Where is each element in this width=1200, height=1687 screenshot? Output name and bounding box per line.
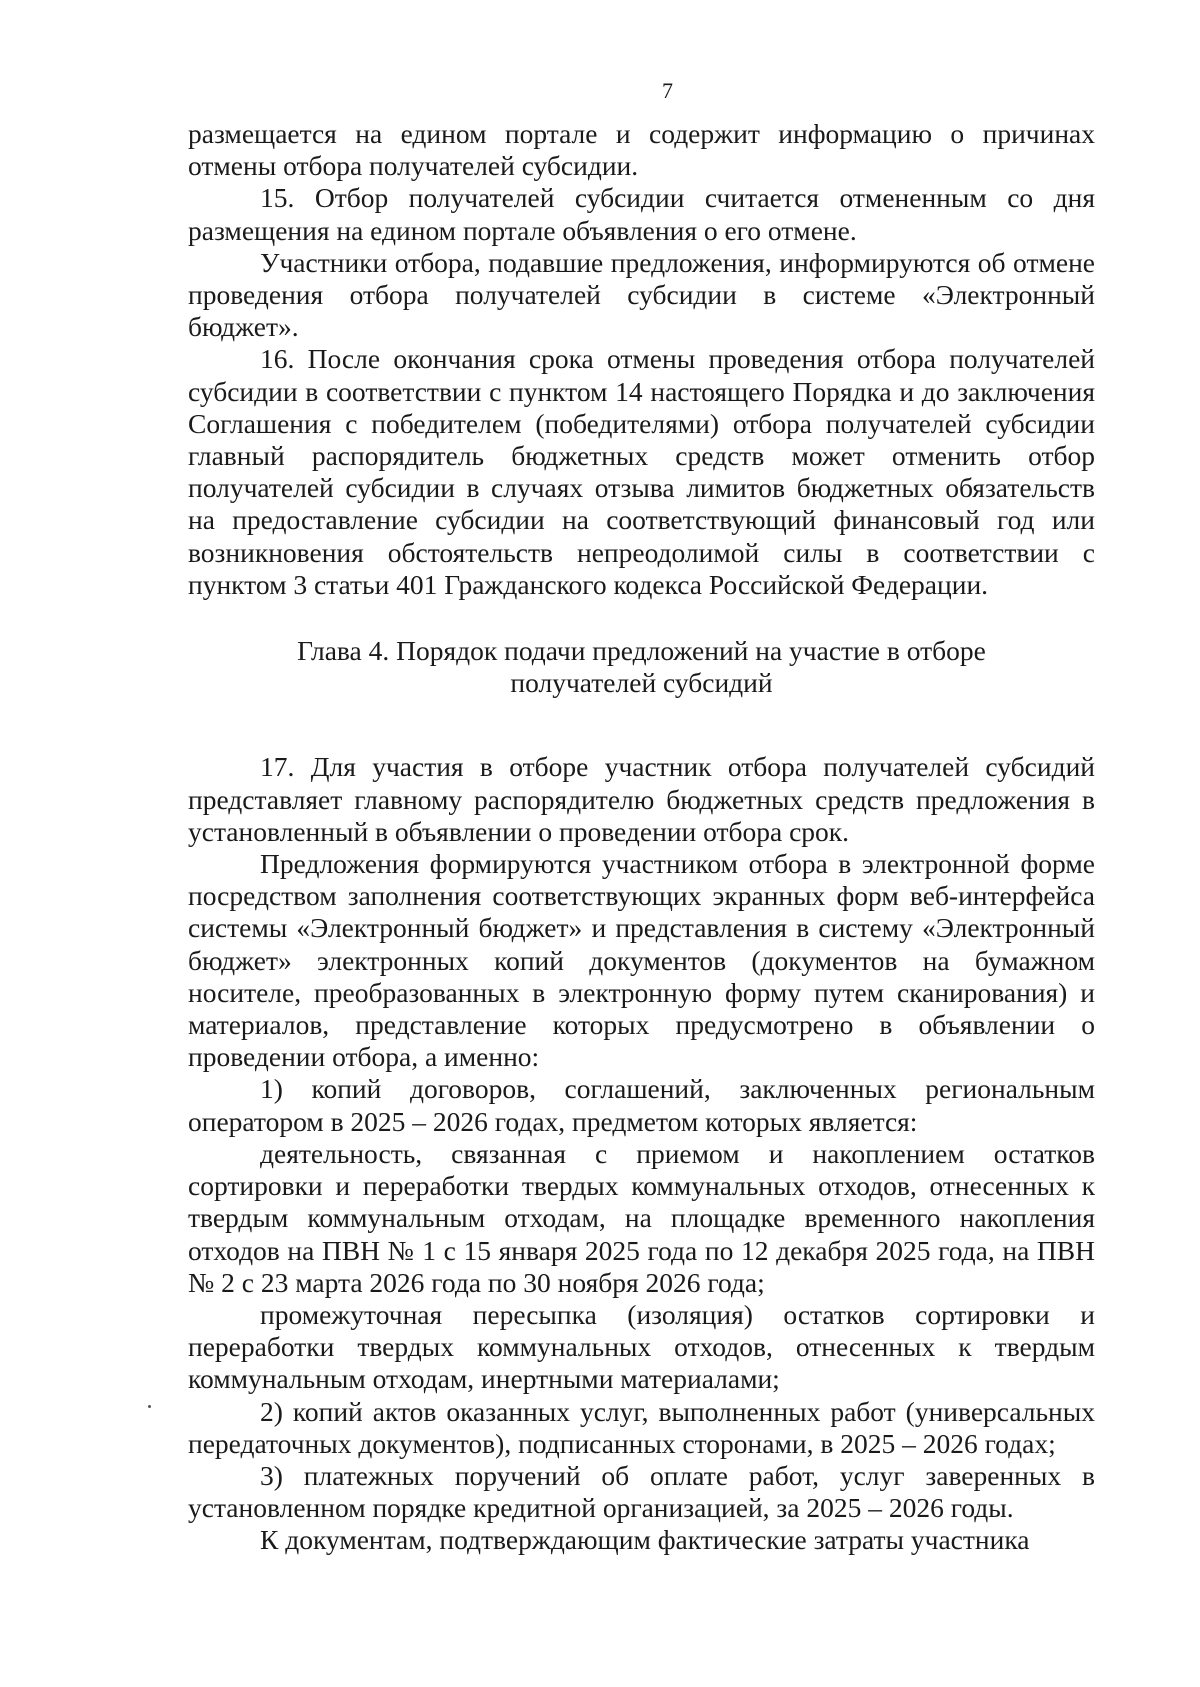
list-item-3: 3) платежных поручений об оплате работ, услуг заверенных в установленном порядке кредитной организацией, за 2025 – 2026 годы. xyxy=(188,1459,1095,1524)
list-item-2: 2) копий актов оказанных услуг, выполненных работ (универсальных передаточных документов), подписанных сторонами, в 2025 – 2026 годах; xyxy=(188,1395,1095,1459)
list-item-1: 1) копий договоров, соглашений, заключенных региональным оператором в 2025 – 2026 годах, предметом которых является: xyxy=(188,1073,1095,1137)
paragraph-documents-continuation: К документам, подтверждающим фактические затраты участника xyxy=(260,1524,1030,1556)
chapter-heading xyxy=(188,635,1095,699)
chapter-heading-line-2: получателей субсидий xyxy=(510,667,773,699)
paragraph-item-16: 16. После окончания срока отмены проведения отбора получателей субсидии в соответствии с пунктом 14 настоящего Порядка и до заключения Соглашения с победителем (победителями) отбора получателей субсидии главный распорядитель бюджетных средств может отменить отбор получателей субсидии в случаях отзыва лимитов бюджетных обязательств на предоставление субсидии на соответствующий финансовый год или возникновения обстоятельств непреодолимой силы в соответствии с пунктом 3 статьи 401 Гражданского кодекса Российской Федерации. xyxy=(188,343,1095,600)
section-top xyxy=(188,118,1095,601)
scan-speck xyxy=(148,1405,151,1408)
paragraph-proposals-form: Предложения формируются участником отбора в электронной форме посредством заполнения соответствующих экранных форм веб-интерфейса системы «Электронный бюджет» и представления в систему «Электронный бюджет» электронных копий документов (документов на бумажном носителе, преобразованных в электронную форму путем сканирования) и материалов, представление которых предусмотрено в объявлении о проведении отбора, а именно: xyxy=(188,848,1095,1073)
section-bottom xyxy=(188,751,1095,1556)
paragraph-item-15: 15. Отбор получателей субсидии считается отмененным со дня размещения на едином портале объявления о его отмене. xyxy=(188,182,1095,246)
paragraph-item-17: 17. Для участия в отборе участник отбора получателей субсидий представляет главному распорядителю бюджетных средств предложения в установленный в объявлении о проведении отбора срок. xyxy=(188,751,1095,847)
paragraph-continuation: размещается на едином портале и содержит информацию о причинах отмены отбора получателей субсидии. xyxy=(188,118,1095,182)
list-item-1-activity: деятельность, связанная с приемом и накоплением остатков сортировки и переработки твердых коммунальных отходов, отнесенных к твердым коммунальным отходам, на площадке временного накопления отходов на ПВН № 1 с 15 января 2025 года по 12 декабря 2025 года, на ПВН № 2 с 23 марта 2026 года по 30 ноября 2026 года; xyxy=(188,1137,1095,1298)
page-number: 7 xyxy=(662,78,673,103)
list-item-1-transfer: промежуточная пересыпка (изоляция) остатков сортировки и переработки твердых коммунальных отходов, отнесенных к твердым коммунальным отходам, инертными материалами; xyxy=(188,1298,1095,1395)
chapter-heading-line-1: Глава 4. Порядок подачи предложений на участие в отборе xyxy=(297,635,986,667)
paragraph-participants-notice: Участники отбора, подавшие предложения, информируются об отмене проведения отбора получателей субсидии в системе «Электронный бюджет». xyxy=(188,246,1095,343)
